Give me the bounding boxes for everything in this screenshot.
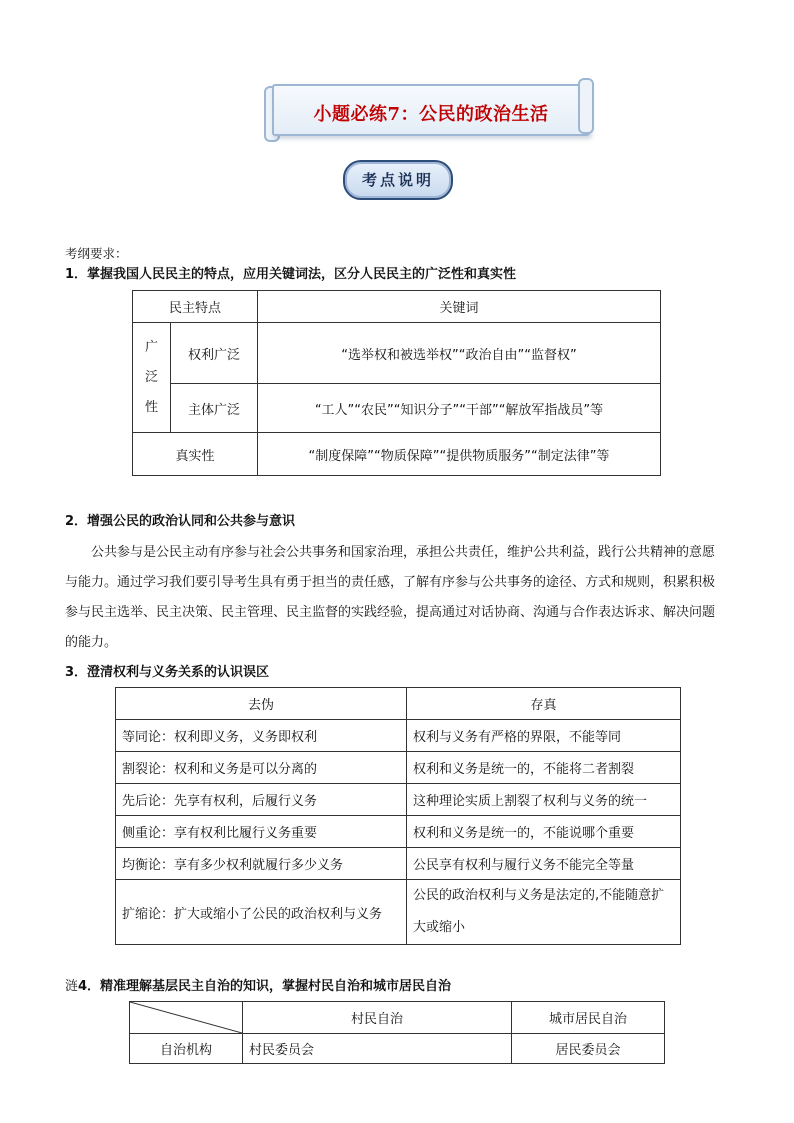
misconception-cell: 割裂论：权利和义务是可以分离的 (116, 752, 407, 784)
title-scroll-banner (264, 80, 594, 140)
row-label: 主体广泛 (170, 384, 257, 433)
section4-heading: 4．精准理解基层民主自治的知识，掌握村民自治和城市居民自治 (78, 979, 452, 994)
page-title: 小题必练7：公民的政治生活 (313, 104, 549, 125)
table-header: 民主特点 (133, 291, 258, 323)
urban-cell: 居民委员会 (512, 1034, 665, 1064)
democracy-table (132, 290, 661, 476)
table-header: 村民自治 (243, 1002, 512, 1034)
section4-heading-row (65, 975, 451, 994)
row-keywords: “工人”“农民”“知识分子”“干部”“解放军指战员”等 (258, 384, 661, 433)
group-label-broad: 广 泛 性 (133, 323, 171, 433)
misconception-cell: 扩缩论：扩大或缩小了公民的政治权利与义务 (116, 880, 407, 945)
truth-cell: 公民享有权利与履行义务不能完全等量 (407, 848, 681, 880)
misconception-cell: 均衡论：享有多少权利就履行多少义务 (116, 848, 407, 880)
row-label: 自治机构 (130, 1034, 243, 1064)
diagonal-line (130, 1002, 242, 1033)
intro-label: 考纲要求： (65, 246, 128, 261)
section4-prefix-mark: 涟 (65, 979, 79, 994)
row-keywords: “选举权和被选举权”“政治自由”“监督权” (258, 323, 661, 384)
misconception-cell: 等同论：权利即义务，义务即权利 (116, 720, 407, 752)
truth-cell: 权利与义务有严格的界限，不能等同 (407, 720, 681, 752)
truth-cell: 权利和义务是统一的，不能将二者割裂 (407, 752, 681, 784)
table-header: 存真 (407, 688, 681, 720)
truth-cell: 权利和义务是统一的，不能说哪个重要 (407, 816, 681, 848)
row-keywords: “制度保障”“物质保障”“提供物质服务”“制定法律”等 (258, 433, 661, 476)
section1-heading: 1．掌握我国人民民主的特点，应用关键词法，区分人民民主的广泛性和真实性 (65, 267, 517, 282)
misconception-cell: 侧重论：享有权利比履行义务重要 (116, 816, 407, 848)
scroll-curl-right (578, 78, 594, 134)
table-header: 去伪 (116, 688, 407, 720)
rights-duties-table (115, 687, 681, 945)
misconception-cell: 先后论：先享有权利，后履行义务 (116, 784, 407, 816)
section2-paragraph: 公共参与是公民主动有序参与社会公共事务和国家治理，承担公共责任，维护公共利益，践行公共精神的意愿与能力。通过学习我们要引导考生具有勇于担当的责任感，了解有序参与公共事务的途径、方式和规则，积累积极参与民主选举、民主决策、民主管理、民主监督的实践经验，提高通过对话协商、沟通与合作表达诉求、解决问题的能力。 (65, 545, 716, 650)
section3-heading: 3．澄清权利与义务关系的认识误区 (65, 665, 270, 680)
truth-cell: 这种理论实质上割裂了权利与义务的统一 (407, 784, 681, 816)
row-label: 真实性 (133, 433, 258, 476)
section2-heading: 2．增强公民的政治认同和公共参与意识 (65, 514, 296, 529)
section-badge: 考点说明 (343, 160, 453, 200)
row-label: 权利广泛 (170, 323, 257, 384)
table-header: 城市居民自治 (512, 1002, 665, 1034)
table-header: 关键词 (258, 291, 661, 323)
truth-cell: 公民的政治权利与义务是法定的,不能随意扩大或缩小 (407, 880, 681, 945)
village-cell: 村民委员会 (243, 1034, 512, 1064)
scroll-body (272, 84, 590, 136)
